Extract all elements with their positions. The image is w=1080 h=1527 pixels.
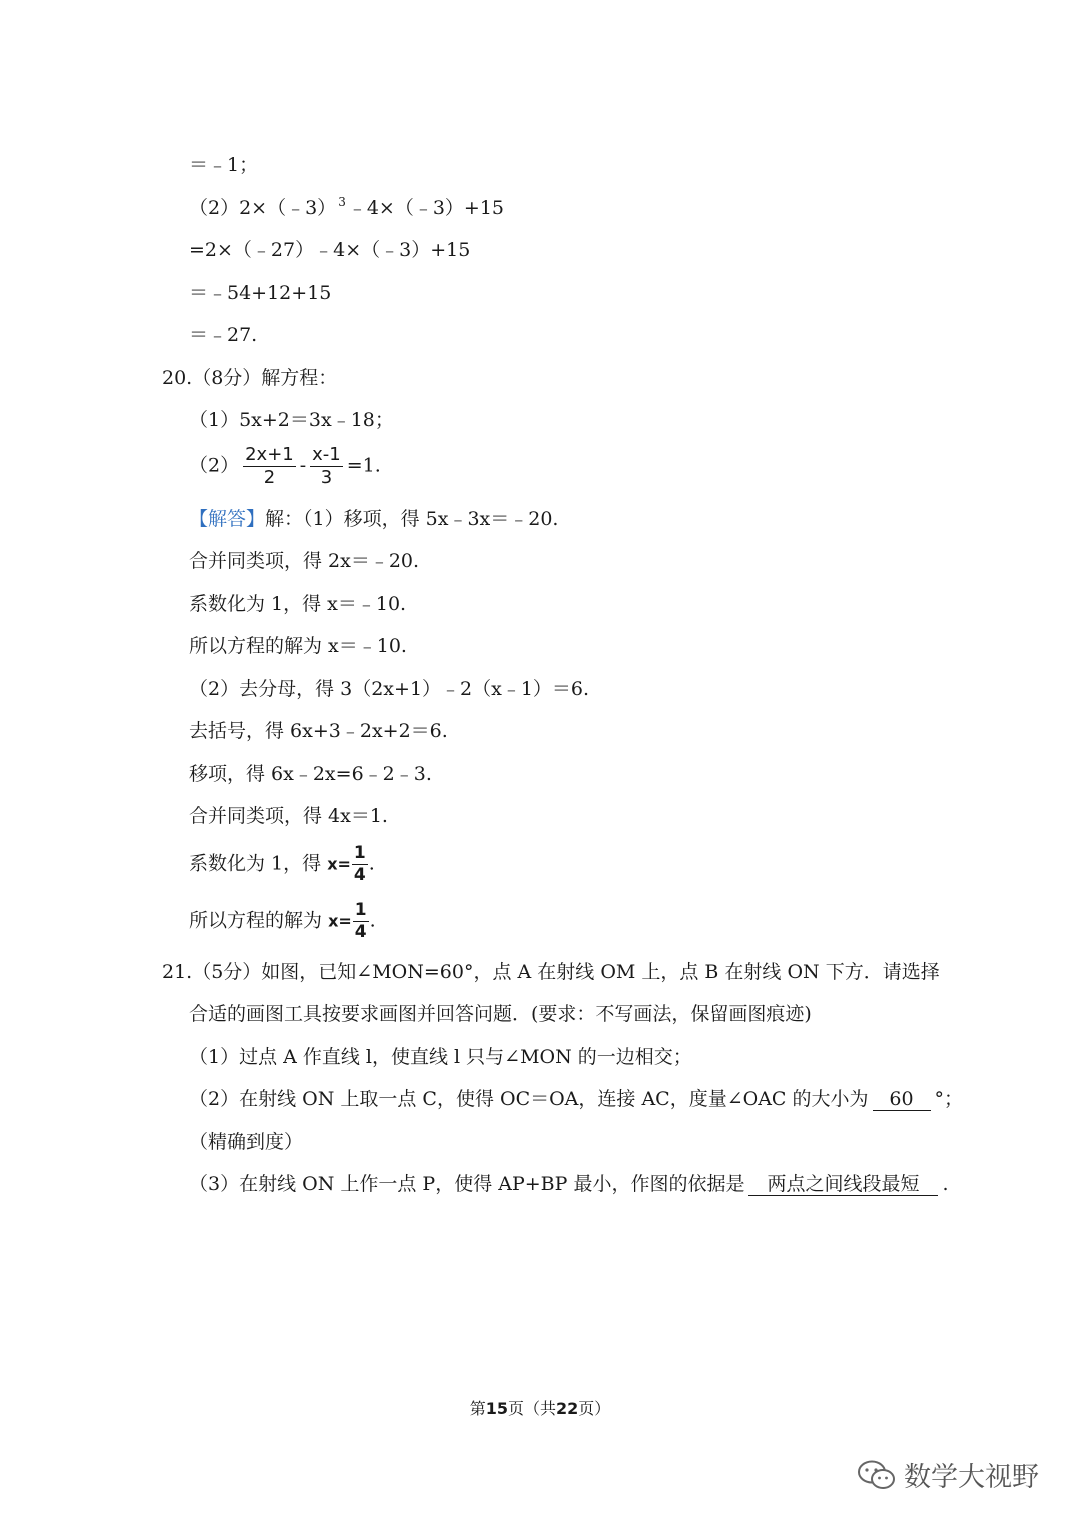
minus-sign: -: [299, 454, 307, 477]
q20-part1: （1）5x+2＝3x﹣18；: [189, 409, 394, 431]
calc-line-2: [189, 196, 504, 222]
x-equals: x=: [327, 854, 351, 874]
calc-line-2-pre: （2）2×（﹣3）: [189, 197, 337, 219]
quarter-fraction: [352, 843, 368, 886]
q21-part2-continuation: （精确到度）: [189, 1131, 304, 1153]
fraction-2-numerator: x-1: [312, 444, 341, 465]
answer-blank-reason: 两点之间线段最短: [748, 1173, 938, 1196]
x-equals: x=: [328, 911, 352, 931]
q21-title: 21.（5分）如图，已知∠MON=60°，点 A 在射线 OM 上，点 B 在射线 ON 下方．请选择: [162, 961, 940, 983]
calc-line-3: =2×（﹣27）﹣4×（﹣3）+15: [189, 239, 471, 261]
exponent: 3: [338, 195, 346, 209]
period: .: [942, 1173, 949, 1195]
total-pages: 22: [556, 1399, 579, 1418]
page-footer: [0, 1396, 1080, 1419]
answer-line: [189, 507, 558, 531]
answer-tag: 【解答】: [189, 508, 266, 530]
fraction-1: [243, 444, 296, 489]
page-number: 15: [485, 1399, 508, 1418]
q21-part3: [189, 1172, 949, 1196]
q20-part2-tail: =1.: [346, 454, 381, 477]
wechat-icon: [856, 1458, 898, 1492]
quarter-numerator: 1: [354, 900, 367, 920]
fraction-1-numerator: 2x+1: [245, 444, 294, 465]
footer-pre: 第: [469, 1399, 486, 1418]
q20-part2: [189, 444, 381, 489]
solution-step-1: 合并同类项，得 2x＝﹣20.: [189, 550, 420, 572]
solution-step-6: 移项，得 6x﹣2x=6﹣2﹣3.: [189, 763, 432, 785]
quarter-fraction: [353, 900, 369, 943]
period: .: [368, 852, 375, 875]
calc-line-4: ＝﹣54+12+15: [189, 282, 332, 304]
calc-line-5: ＝﹣27.: [189, 324, 258, 346]
solution-step-5: 去括号，得 6x+3﹣2x+2＝6.: [189, 720, 448, 742]
solution-step-7: 合并同类项，得 4x＝1.: [189, 805, 388, 827]
answer-first-step: 解：（1）移项，得 5x﹣3x＝﹣20.: [265, 508, 559, 530]
fraction-2-denominator: 3: [320, 467, 333, 488]
calc-line-1: ＝﹣1；: [189, 154, 259, 176]
q21-part2: [189, 1087, 963, 1111]
quarter-denominator: 4: [353, 865, 366, 885]
quarter-numerator: 1: [353, 843, 366, 863]
calc-line-2-post: ﹣4×（﹣3）+15: [347, 197, 505, 219]
solution-step-4: （2）去分母，得 3（2x+1）﹣2（x﹣1）＝6.: [189, 678, 590, 700]
watermark: [856, 1455, 1039, 1494]
step-9-text: 所以方程的解为: [189, 909, 323, 932]
q21-part3-text: （3）在射线 ON 上作一点 P，使得 AP+BP 最小，作图的依据是: [189, 1173, 745, 1195]
q21-continuation: 合适的画图工具按要求画图并回答问题．(要求：不写画法，保留画图痕迹): [189, 1003, 812, 1025]
q20-title: 20.（8分）解方程：: [162, 367, 338, 389]
q21-part1: （1）过点 A 作直线 l，使直线 l 只与∠MON 的一边相交；: [189, 1046, 692, 1068]
solution-step-9: [189, 900, 376, 943]
period: .: [369, 909, 376, 932]
fraction-1-denominator: 2: [263, 467, 276, 488]
solution-step-3: 所以方程的解为 x＝﹣10.: [189, 635, 407, 657]
degree-sign: °；: [934, 1088, 964, 1110]
solution-step-2: 系数化为 1，得 x＝﹣10.: [189, 593, 407, 615]
footer-mid: 页（共: [507, 1399, 556, 1418]
fraction-2: [310, 444, 343, 489]
step-8-text: 系数化为 1，得: [189, 852, 322, 875]
quarter-denominator: 4: [354, 922, 367, 942]
answer-blank-angle: 60: [873, 1088, 931, 1111]
q20-part2-label: （2）: [189, 454, 240, 477]
q21-part2-text: （2）在射线 ON 上取一点 C，使得 OC＝OA，连接 AC，度量∠OAC 的大小为: [189, 1088, 869, 1110]
solution-step-8: [189, 843, 375, 886]
watermark-text: 数学大视野: [904, 1462, 1039, 1493]
footer-post: 页）: [578, 1399, 611, 1418]
